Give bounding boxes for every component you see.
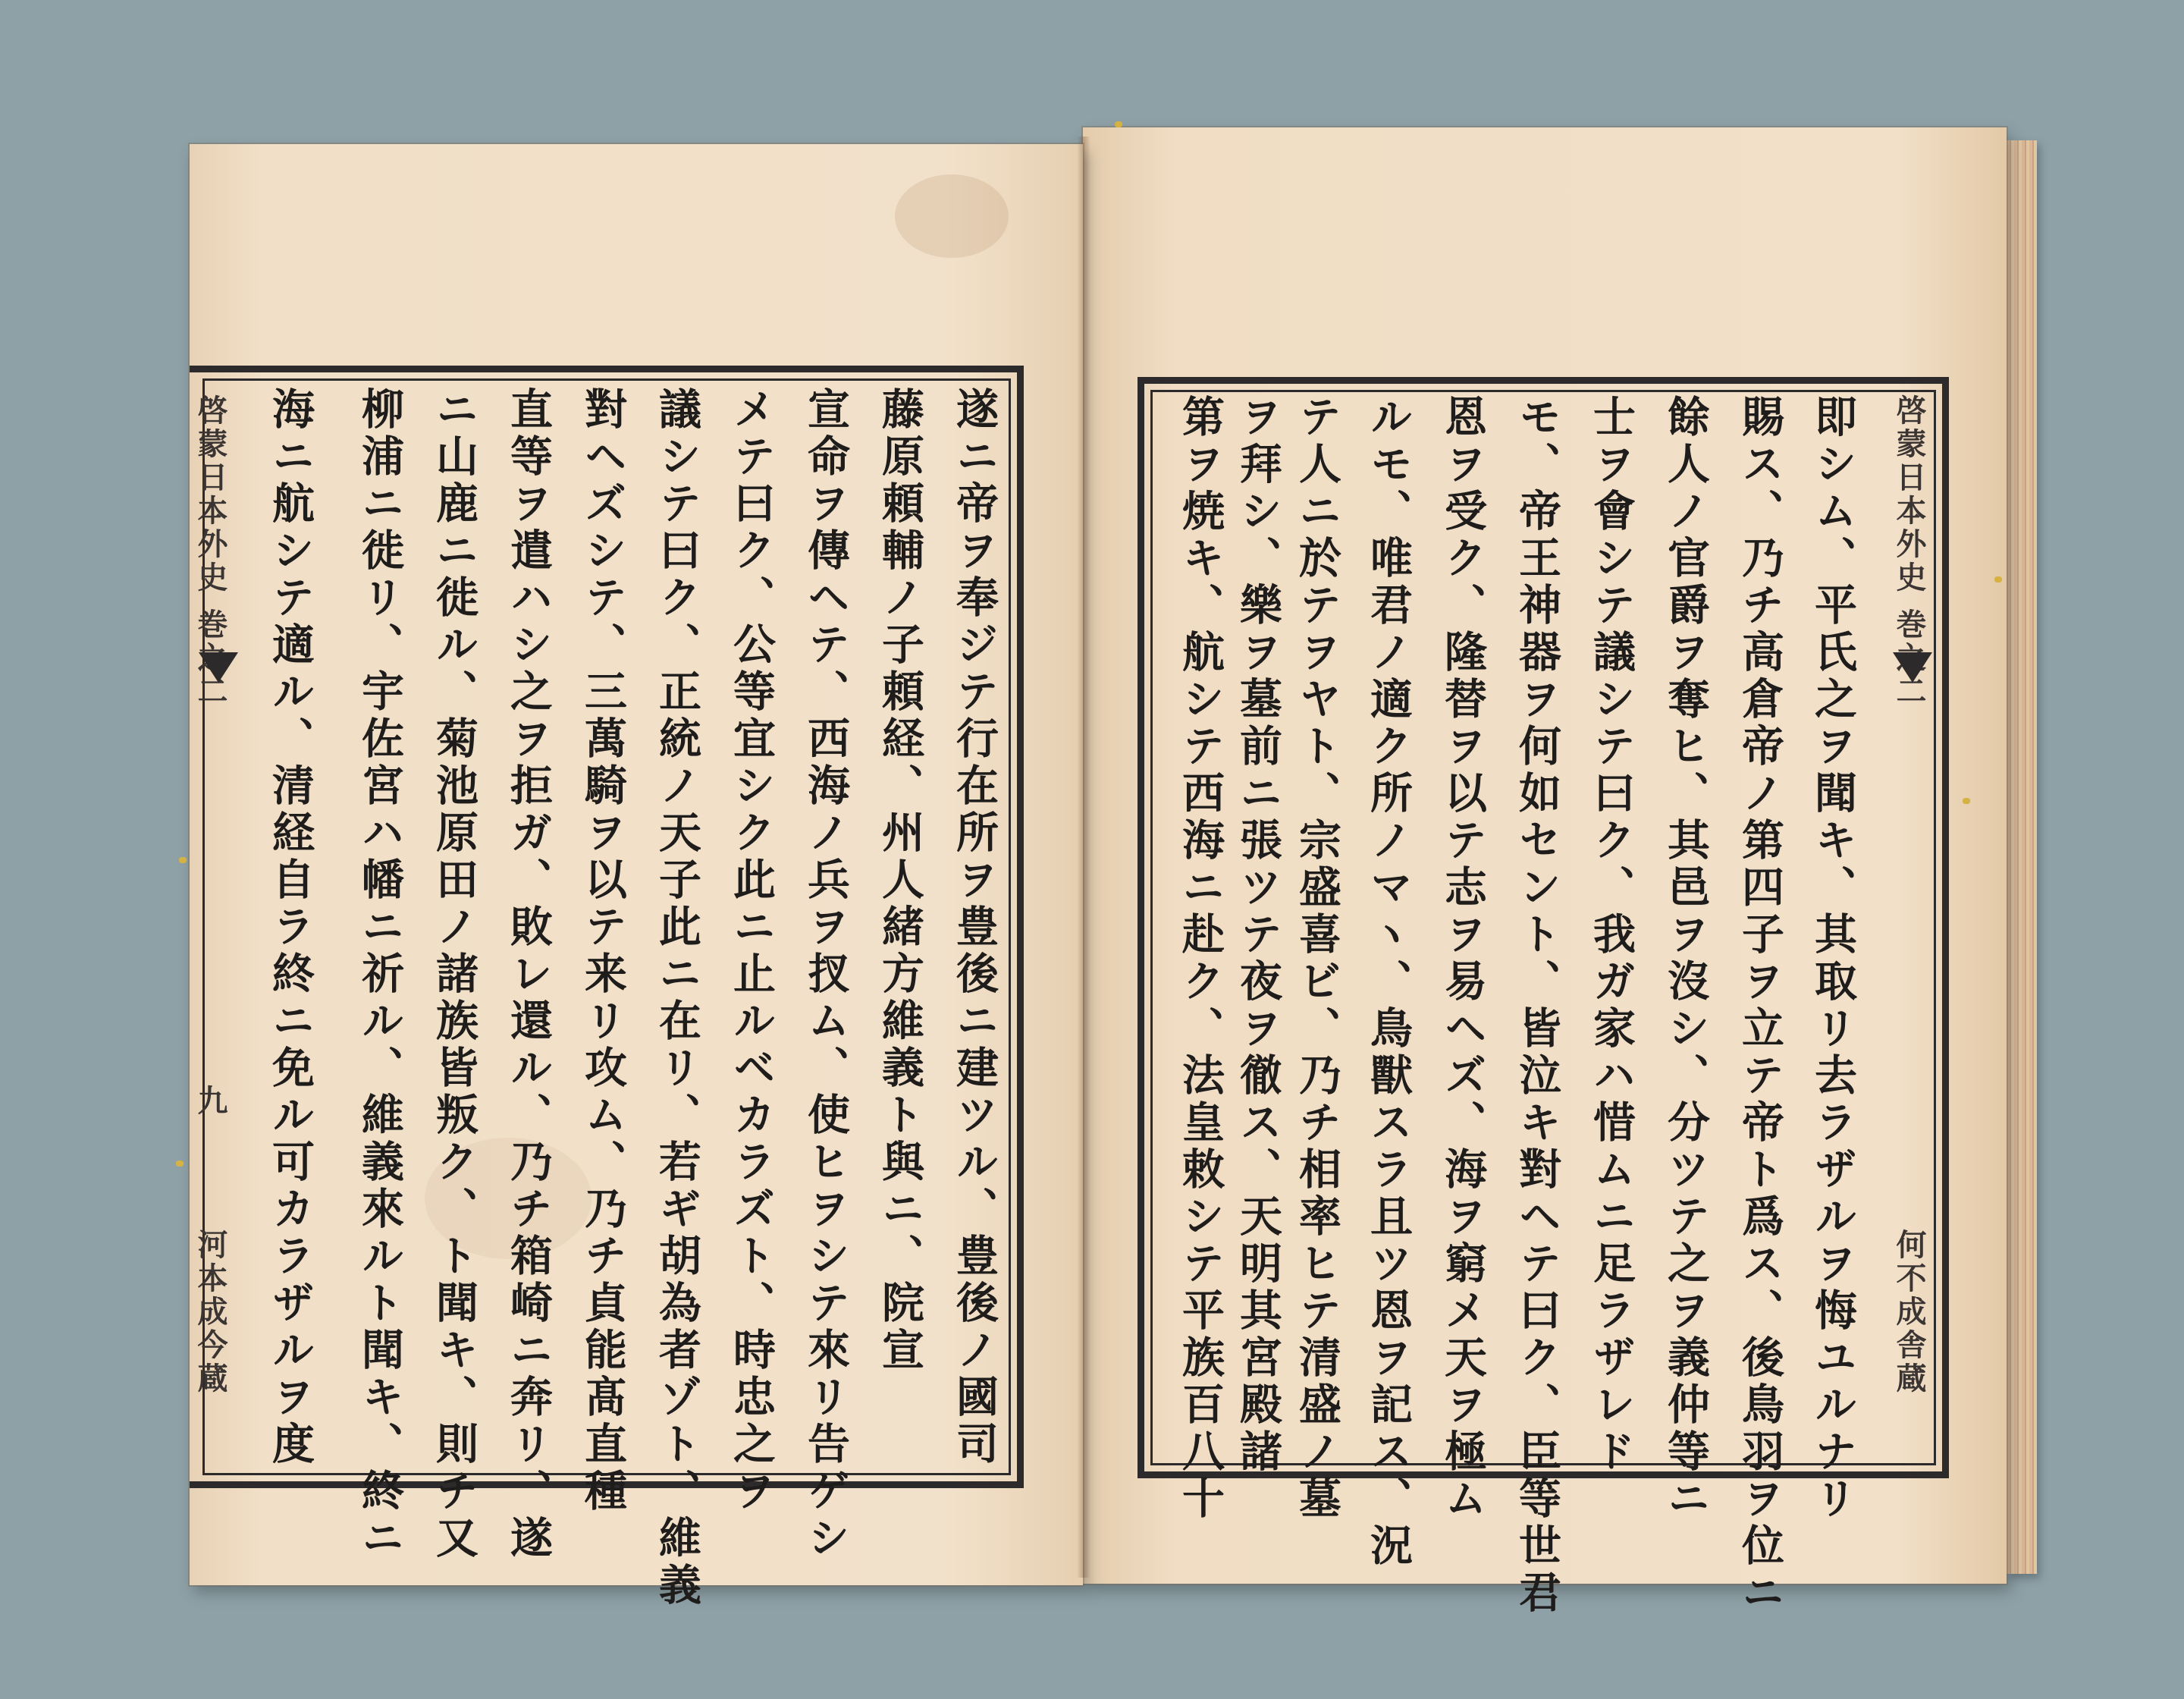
- left-publisher-mark: 河本成今蔵: [193, 1229, 228, 1396]
- left-text-column-3: 宣命ヲ傳ヘテ、西海ノ兵ヲ扠ム、使ヒヲシテ來リ告ゲシ: [801, 387, 850, 1562]
- right-text-column-9: 賜ス、乃チ高倉帝ノ第四子ヲ立テ帝ト爲ス、後鳥羽ヲ位ニ: [1735, 394, 1784, 1617]
- right-text-column-8: 餘人ノ官爵ヲ奪ヒ、其邑ヲ沒シ、分ツテ之ヲ義仲等ニ: [1661, 394, 1710, 1523]
- paper-speck: [1994, 576, 2002, 583]
- right-text-column-7: 第ヲ焼キ、航シテ西海ニ赴ク、法皇敕シテ平族百八十: [1175, 394, 1225, 1523]
- left-text-column-1: 遂ニ帝ヲ奉ジテ行在所ヲ豊後ニ建ツル、豊後ノ國司: [949, 387, 999, 1468]
- left-text-column-9: 柳浦ニ徙リ、宇佐宮ハ幡ニ祈ル、維義來ルト聞キ、終ニ: [355, 387, 404, 1562]
- fish-tail-mark: [199, 652, 238, 683]
- right-text-column-2: モ、帝王神器ヲ何如セント、皆泣キ對ヘテ曰ク、臣等世君: [1512, 394, 1561, 1617]
- left-text-column-5: 議シテ曰ク、正統ノ天子此ニ在リ、若ギ胡為者ゾト、維義: [652, 387, 701, 1609]
- left-text-column-7: 直等ヲ遣ハシ之ヲ拒ガ、敗レ還ル、乃チ箱崎ニ奔リ、遂: [504, 387, 553, 1562]
- right-text-column-6: ヲ拜シ、樂ヲ墓前ニ張ツテ夜ヲ徹ス、天明其宮殿諸: [1233, 394, 1282, 1476]
- left-text-column-2: 藤原頼輔ノ子頼経、州人緒方維義ト與ニ、院宣: [875, 387, 924, 1374]
- right-text-column-3: 恩ヲ受ク、隆替ヲ以テ志ヲ易ヘズ、海ヲ窮メ天ヲ極ム: [1438, 394, 1487, 1523]
- right-text-column-5: テ人ニ於テヲヤト、宗盛喜ビ、乃チ相率ヒテ清盛ノ墓: [1292, 394, 1341, 1523]
- paper-speck: [1963, 798, 1970, 804]
- right-margin-title: 啓蒙日本外史 巻之二: [1891, 394, 1926, 708]
- right-text-column-10: 即シム、平氏之ヲ聞キ、其取リ去ラザルヲ悔ユルナリ: [1808, 394, 1857, 1523]
- left-margin-title: 啓蒙日本外史 巻之二: [193, 394, 228, 708]
- right-publisher-mark: 何不成舎蔵: [1891, 1229, 1926, 1396]
- fish-tail-mark: [1893, 652, 1932, 683]
- paper-speck: [1115, 121, 1122, 127]
- left-folio-number: 九: [193, 1085, 228, 1118]
- paper-speck: [176, 1160, 184, 1167]
- right-text-column-4: ルモ、唯君ノ適ク所ノマヽ、鳥獸スラ且ツ恩ヲ記ス、況: [1363, 394, 1413, 1570]
- paper-stain: [895, 174, 1009, 258]
- left-text-column-6: 對ヘズシテ、三萬騎ヲ以テ来リ攻ム、乃チ貞能髙直種: [578, 387, 627, 1515]
- book-gutter: [1077, 137, 1090, 1578]
- right-text-column-1: 士ヲ會シテ議シテ曰ク、我ガ家ハ惜ムニ足ラザレド: [1586, 394, 1636, 1476]
- paper-speck: [179, 857, 187, 863]
- left-text-column-8: ニ山鹿ニ徙ル、菊池原田ノ諸族皆叛ク、ト聞キ、則チ又: [429, 387, 479, 1562]
- left-text-column-10: 海ニ航シテ適ル、清経自ラ終ニ免ル可カラザルヲ度: [265, 387, 315, 1468]
- page-edges: [2007, 140, 2037, 1574]
- left-text-column-4: メテ曰ク、公等宜シク此ニ止ルベカラズト、時忠之ヲ: [726, 387, 776, 1515]
